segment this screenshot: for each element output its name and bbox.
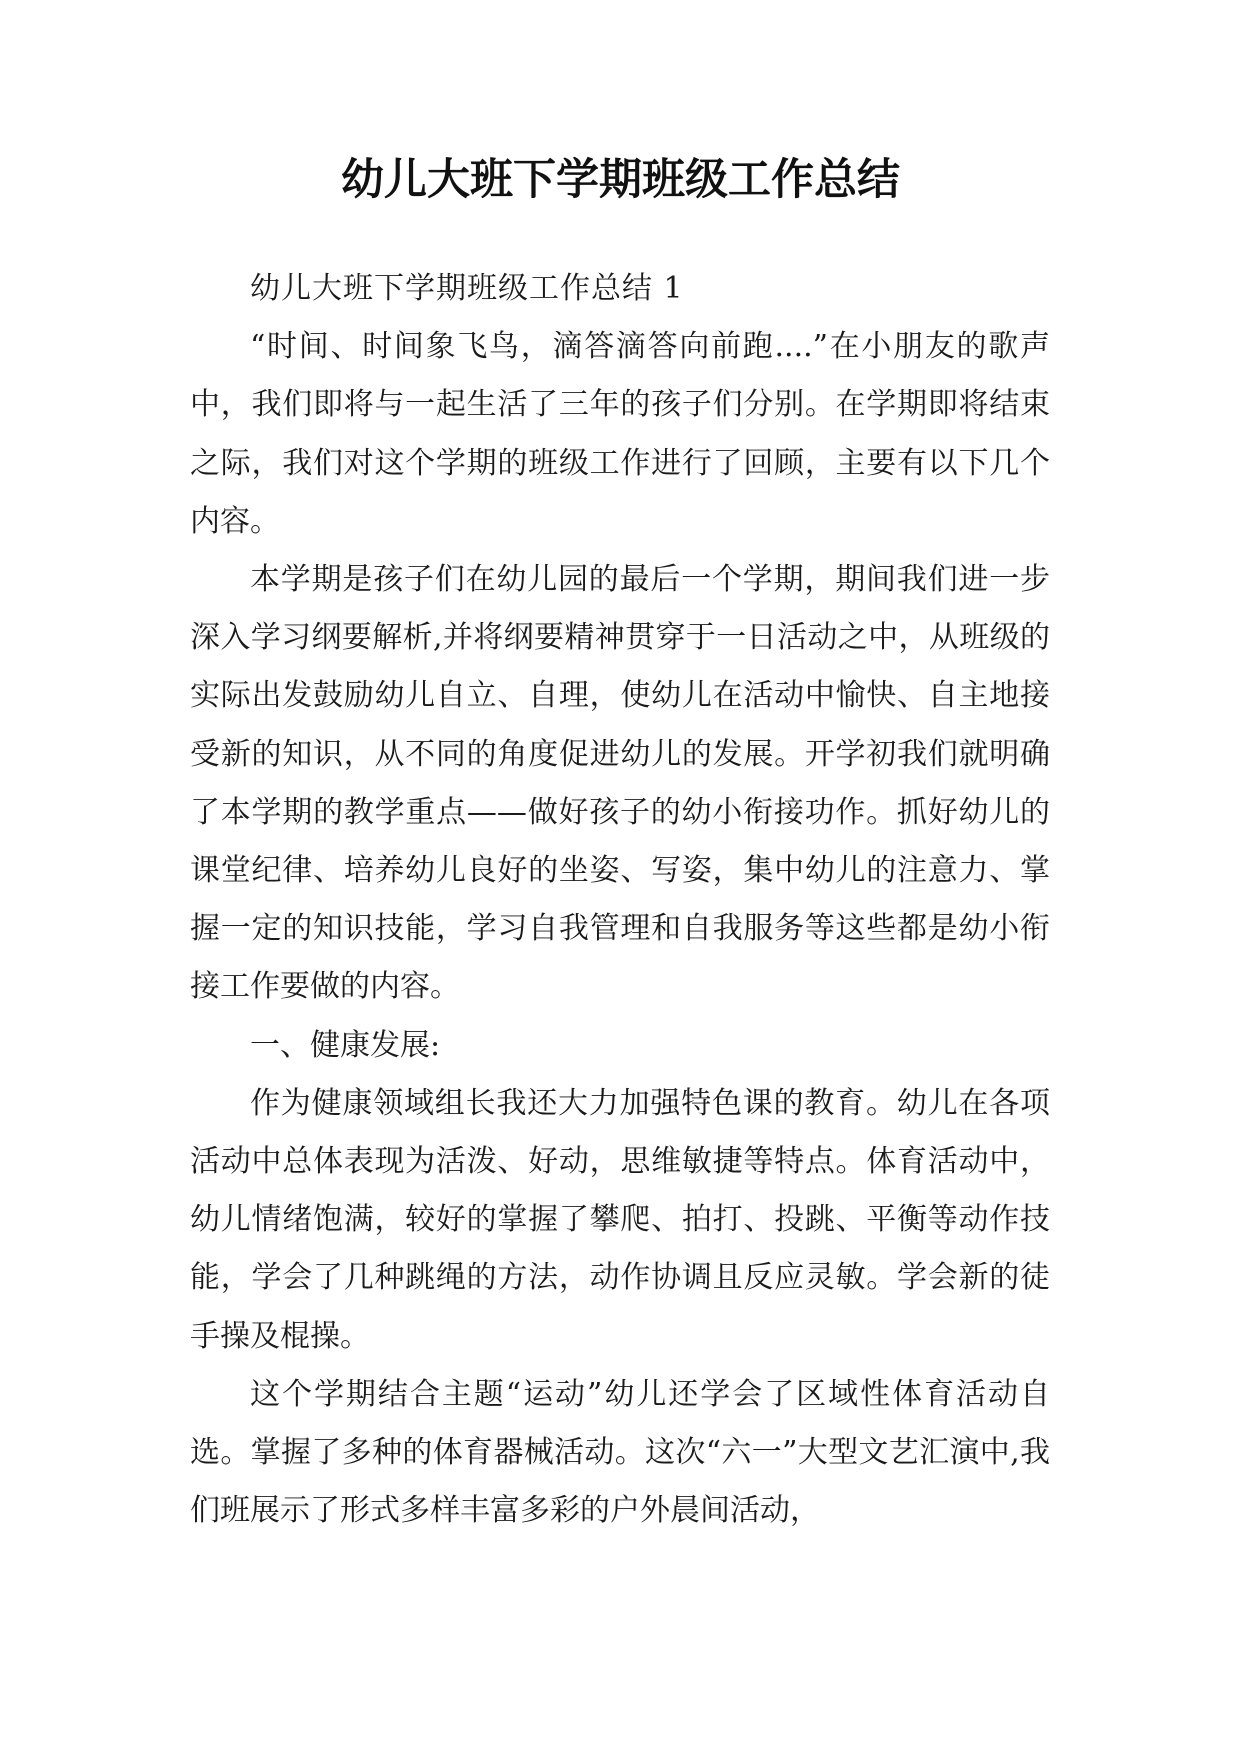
paragraph: 本学期是孩子们在幼儿园的最后一个学期，期间我们进一步深入学习纲要解析,并将纲要精神贯穿于一日活动之中，从班级的实际出发鼓励幼儿自立、自理，使幼儿在活动中愉快、自主地接受新的知识，从不同的角度促进幼儿的发展。开学初我们就明确了本学期的教学重点——做好孩子的幼小衔接功作。抓好幼儿的课堂纪律、培养幼儿良好的坐姿、写姿，集中幼儿的注意力、掌握一定的知识技能，学习自我管理和自我服务等这些都是幼小衔接工作要做的内容。 — [190, 562, 1050, 1005]
document-body — [190, 260, 1050, 1540]
section-heading: 一、健康发展: — [250, 1027, 441, 1063]
document-title: 幼儿大班下学期班级工作总结 — [341, 155, 900, 205]
paragraph: 这个学期结合主题“运动”幼儿还学会了区域性体育活动自选。掌握了多种的体育器械活动。这次“六一”大型文艺汇演中,我们班展示了形式多样丰富多彩的户外晨间活动， — [190, 1376, 1050, 1529]
paragraph: 作为健康领域组长我还大力加强特色课的教育。幼儿在各项活动中总体表现为活泼、好动，思维敏捷等特点。体育活动中，幼儿情绪饱满，较好的掌握了攀爬、拍打、投跳、平衡等动作技能，学会了几种跳绳的方法，动作协调且反应灵敏。学会新的徒手操及棍操。 — [190, 1085, 1050, 1354]
section-heading: 幼儿大班下学期班级工作总结 1 — [250, 271, 684, 306]
paragraph: “时间、时间象飞鸟，滴答滴答向前跑....”在小朋友的歌声中，我们即将与一起生活了三年的孩子们分别。在学期即将结束之际，我们对这个学期的班级工作进行了回顾，主要有以下几个内容。 — [190, 329, 1050, 539]
